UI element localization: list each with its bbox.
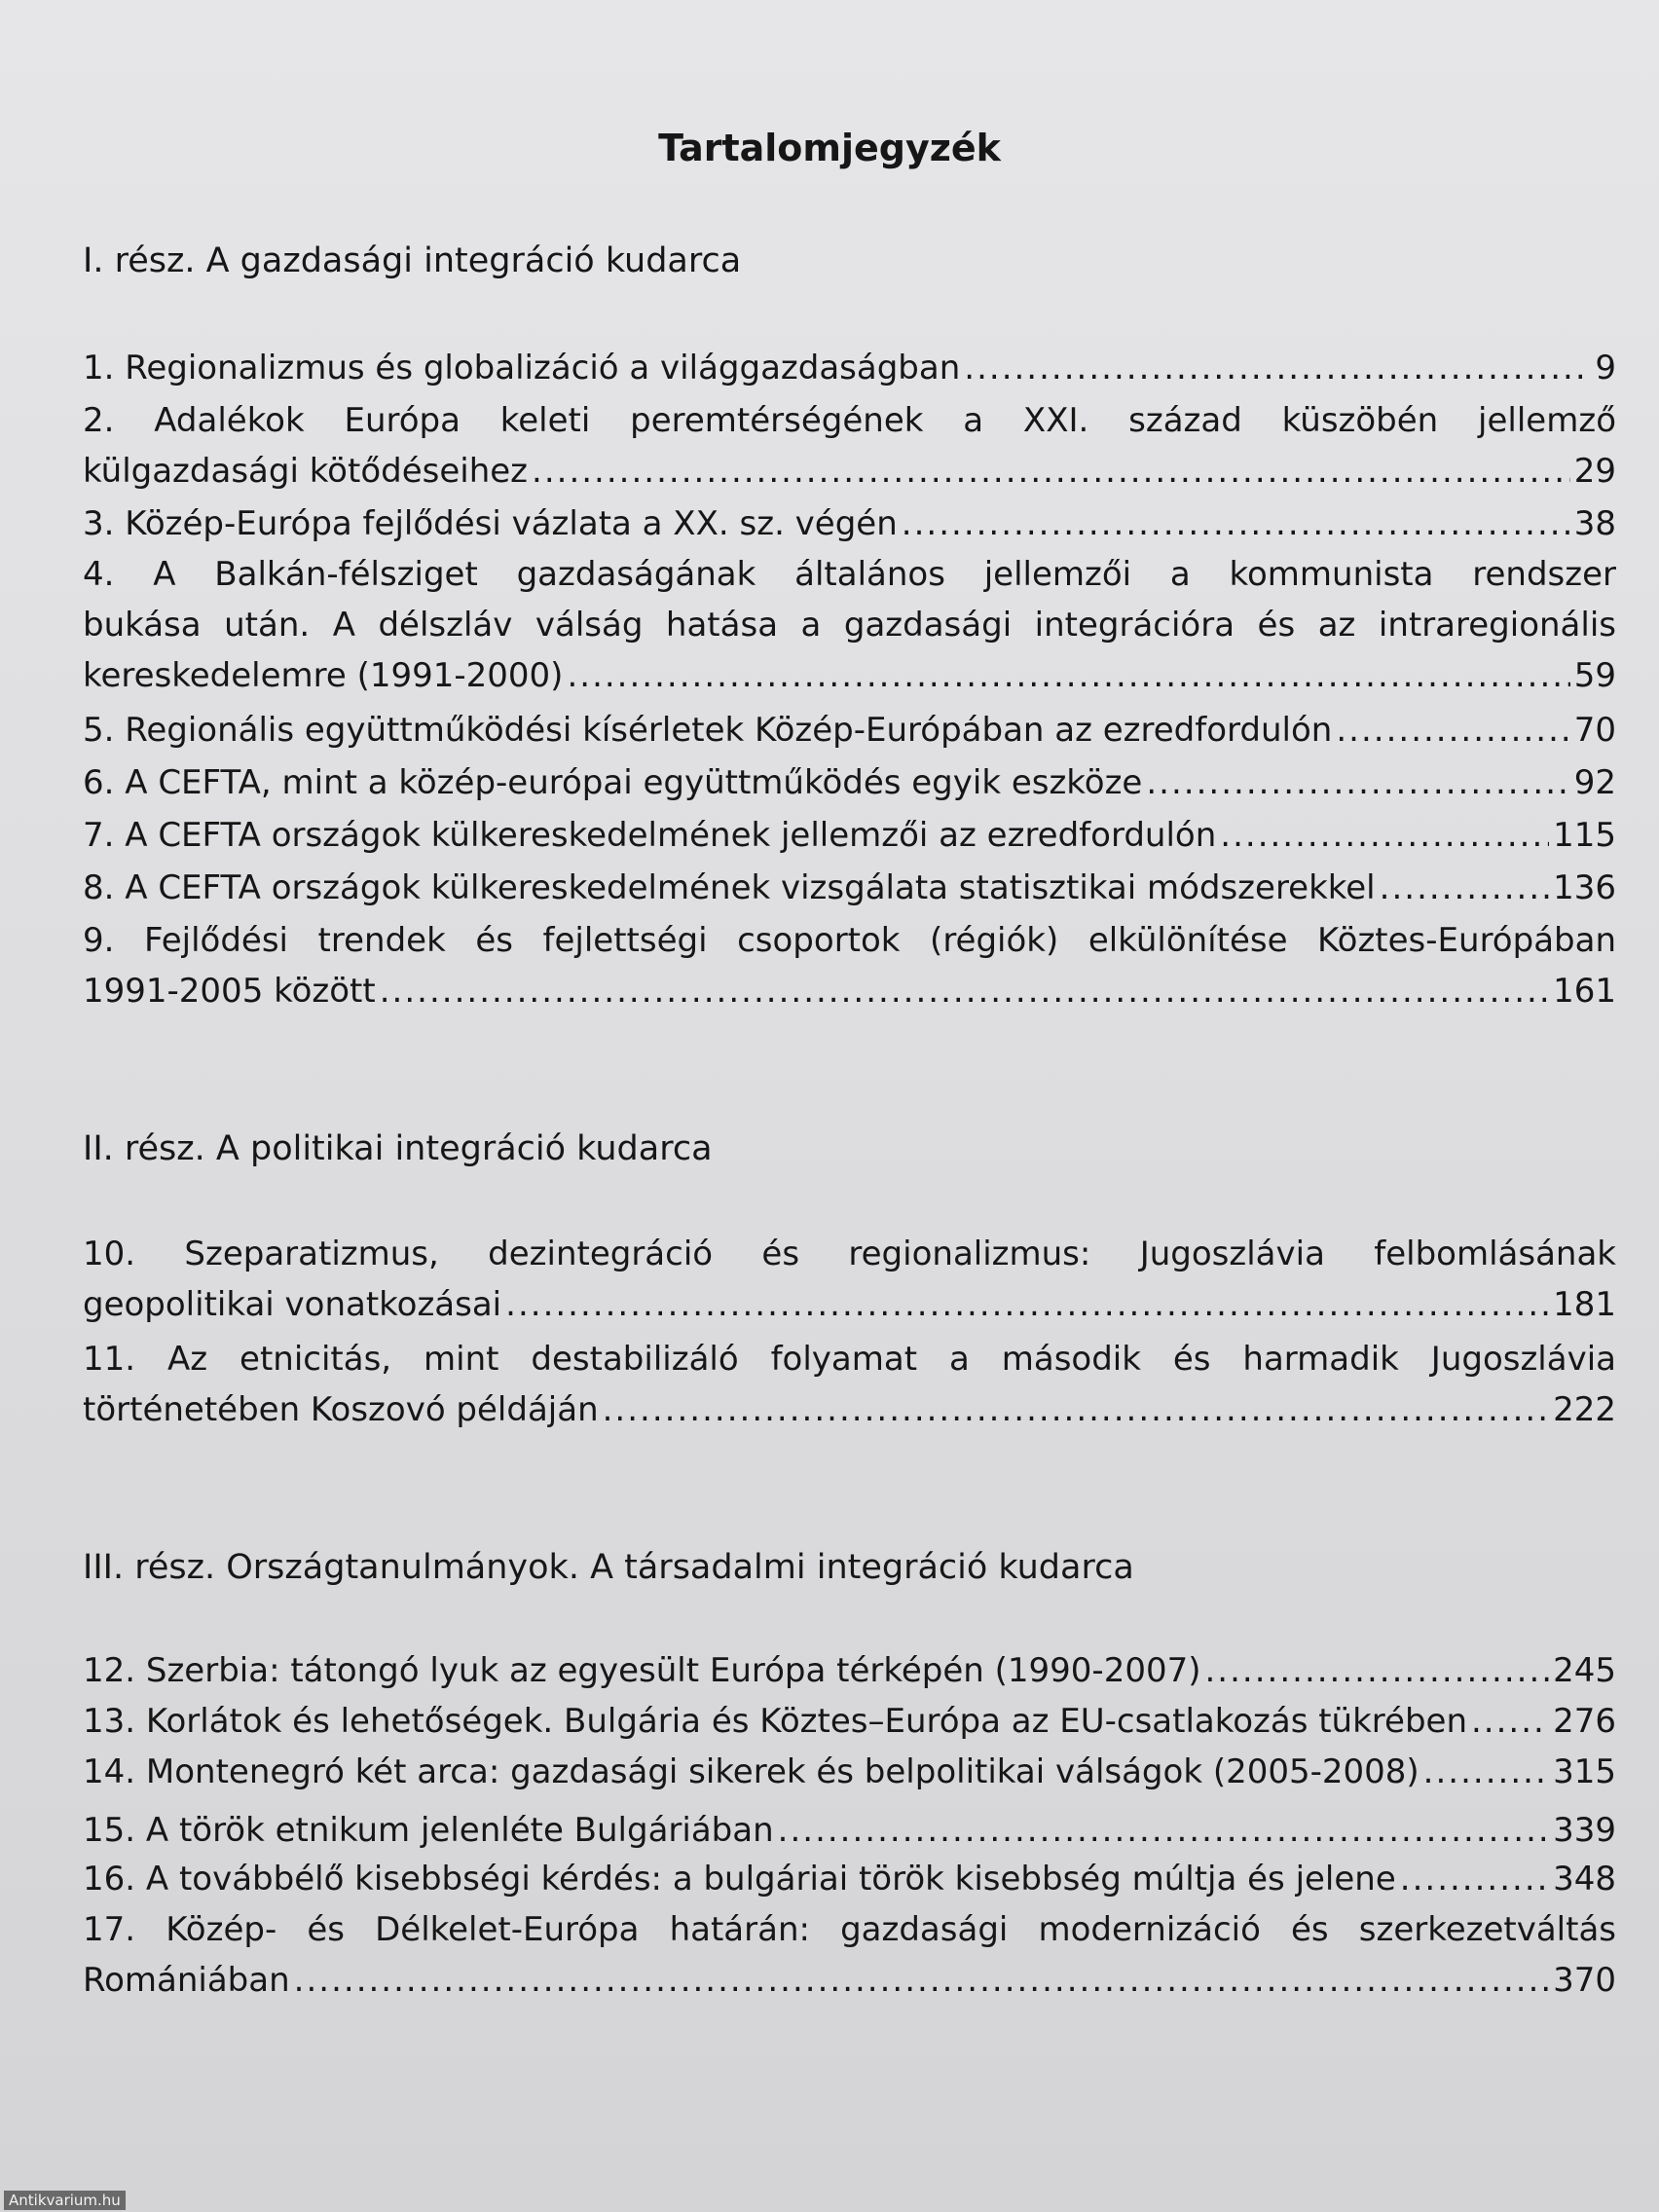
toc-entry-line: 17. Közép- és Délkelet-Európa határán: gazdasági modernizáció és szerkezetváltás: [83, 1910, 1616, 1949]
toc-entry-text: 1. Regionalizmus és globalizáció a világgazdaságban: [83, 349, 961, 387]
toc-entry-last-line: [83, 446, 1616, 497]
dot-leader: [505, 1279, 1549, 1330]
toc-entry-line: 10. Szeparatizmus, dezintegráció és regionalizmus: Jugoszlávia felbomlásának: [83, 1235, 1616, 1273]
toc-entry-text: geopolitikai vonatkozásai: [83, 1285, 502, 1324]
toc-page-number: 181: [1553, 1285, 1616, 1324]
toc-entry: [83, 810, 1616, 861]
part-heading: III. rész. Országtanulmányok. A társadalmi integráció kudarca: [83, 1548, 1134, 1587]
toc-entry-text: 14. Montenegró két arca: gazdasági sikerek és belpolitikai válságok (2005-2008): [83, 1752, 1419, 1791]
toc-entry: [83, 1805, 1616, 1856]
toc-entry: [83, 1696, 1616, 1747]
dot-leader: [902, 498, 1570, 549]
toc-page-number: 29: [1573, 452, 1616, 491]
toc-page-number: 9: [1595, 349, 1616, 387]
toc-page-number: 222: [1553, 1390, 1616, 1429]
toc-entry: [83, 1334, 1616, 1435]
toc-entry: [83, 705, 1616, 756]
toc-entry-last-line: [83, 1854, 1616, 1904]
dot-leader: [1336, 705, 1569, 756]
dot-leader: [1380, 863, 1549, 913]
dot-leader: [1220, 810, 1549, 861]
toc-page-number: 339: [1553, 1811, 1616, 1850]
toc-entry-text: 1991-2005 között: [83, 972, 376, 1011]
toc-entry-last-line: [83, 343, 1616, 393]
toc-entry-last-line: [83, 1805, 1616, 1856]
dot-leader: [964, 343, 1591, 393]
toc-entry-last-line: [83, 1696, 1616, 1747]
toc-page-number: 315: [1553, 1752, 1616, 1791]
toc-entry-last-line: [83, 1384, 1616, 1435]
toc-entry-last-line: [83, 705, 1616, 756]
dot-leader: [1204, 1645, 1549, 1696]
toc-entry-last-line: [83, 757, 1616, 808]
toc-page-number: 115: [1553, 816, 1616, 855]
dot-leader: [1146, 757, 1569, 808]
toc-entry-text: történetében Koszovó példáján: [83, 1390, 599, 1429]
toc-entry: [83, 1229, 1616, 1330]
toc-entry: [83, 343, 1616, 393]
toc-page-number: 245: [1553, 1651, 1616, 1690]
dot-leader: [567, 650, 1569, 701]
dot-leader: [1471, 1696, 1549, 1747]
toc-page-number: 59: [1573, 656, 1616, 695]
toc-entry-last-line: [83, 966, 1616, 1016]
toc-entry: [83, 1854, 1616, 1904]
toc-entry-last-line: [83, 650, 1616, 701]
toc-entry-text: 12. Szerbia: tátongó lyuk az egyesült Európa térképén (1990-2007): [83, 1651, 1201, 1690]
toc-entry-text: külgazdasági kötődéseihez: [83, 452, 529, 491]
toc-entry-text: 13. Korlátok és lehetőségek. Bulgária és Köztes–Európa az EU-csatlakozás tükrében: [83, 1702, 1467, 1741]
toc-entry: [83, 757, 1616, 808]
toc-entry: [83, 1747, 1616, 1797]
toc-entry-last-line: [83, 1955, 1616, 2006]
toc-page-number: 70: [1573, 711, 1616, 750]
toc-entry-text: kereskedelemre (1991-2000): [83, 656, 564, 695]
toc-page-number: 136: [1553, 868, 1616, 907]
dot-leader: [380, 966, 1549, 1016]
toc-entry-text: 7. A CEFTA országok külkereskedelmének jellemzői az ezredfordulón: [83, 816, 1217, 855]
toc-entry-text: 15. A török etnikum jelenléte Bulgáriában: [83, 1811, 774, 1850]
dot-leader: [1423, 1747, 1549, 1797]
toc-entry-line: bukása után. A délszláv válság hatása a gazdasági integrációra és az intraregionális: [83, 606, 1616, 645]
toc-entry-text: 16. A továbbélő kisebbségi kérdés: a bulgáriai török kisebbség múltja és jelene: [83, 1860, 1396, 1899]
toc-page-number: 161: [1553, 972, 1616, 1011]
part-heading: II. rész. A politikai integráció kudarca: [83, 1129, 713, 1168]
toc-entry-last-line: [83, 498, 1616, 549]
toc-entry: [83, 1904, 1616, 2006]
toc-entry: [83, 863, 1616, 913]
part-heading: I. rész. A gazdasági integráció kudarca: [83, 241, 742, 280]
dot-leader: [532, 446, 1570, 497]
dot-leader: [294, 1955, 1549, 2006]
toc-entry-last-line: [83, 810, 1616, 861]
dot-leader: [1400, 1854, 1549, 1904]
toc-entry-line: 11. Az etnicitás, mint destabilizáló folyamat a második és harmadik Jugoszlávia: [83, 1340, 1616, 1379]
toc-entry-text: 6. A CEFTA, mint a közép-európai együttműködés egyik eszköze: [83, 763, 1143, 802]
toc-entry-line: 4. A Balkán-félsziget gazdaságának általános jellemzői a kommunista rendszer: [83, 555, 1616, 594]
toc-entry-line: 2. Adalékok Európa keleti peremtérségének a XXI. század küszöbén jellemző: [83, 401, 1616, 440]
dot-leader: [778, 1805, 1549, 1856]
toc-entry: [83, 915, 1616, 1016]
toc-page-number: 92: [1573, 763, 1616, 802]
toc-entry: [83, 395, 1616, 497]
watermark: Antikvarium.hu: [4, 2191, 126, 2210]
toc-page-number: 370: [1553, 1961, 1616, 2000]
toc-entry-last-line: [83, 1645, 1616, 1696]
toc-entry-text: Romániában: [83, 1961, 290, 2000]
toc-page-number: 276: [1553, 1702, 1616, 1741]
toc-entry-last-line: [83, 1279, 1616, 1330]
toc-title: Tartalomjegyzék: [658, 127, 1001, 169]
toc-page-number: 348: [1553, 1860, 1616, 1899]
toc-entry-text: 3. Közép-Európa fejlődési vázlata a XX. sz. végén: [83, 504, 898, 543]
toc-entry: [83, 498, 1616, 549]
toc-entry-text: 5. Regionális együttműködési kísérletek Közép-Európában az ezredfordulón: [83, 711, 1333, 750]
toc-entry: [83, 549, 1616, 701]
toc-entry-last-line: [83, 1747, 1616, 1797]
dot-leader: [603, 1384, 1549, 1435]
toc-entry-text: 8. A CEFTA országok külkereskedelmének vizsgálata statisztikai módszerekkel: [83, 868, 1376, 907]
toc-page-number: 38: [1573, 504, 1616, 543]
toc-entry-line: 9. Fejlődési trendek és fejlettségi csoportok (régiók) elkülönítése Köztes-Európában: [83, 921, 1616, 960]
toc-entry-last-line: [83, 863, 1616, 913]
toc-entry: [83, 1645, 1616, 1696]
